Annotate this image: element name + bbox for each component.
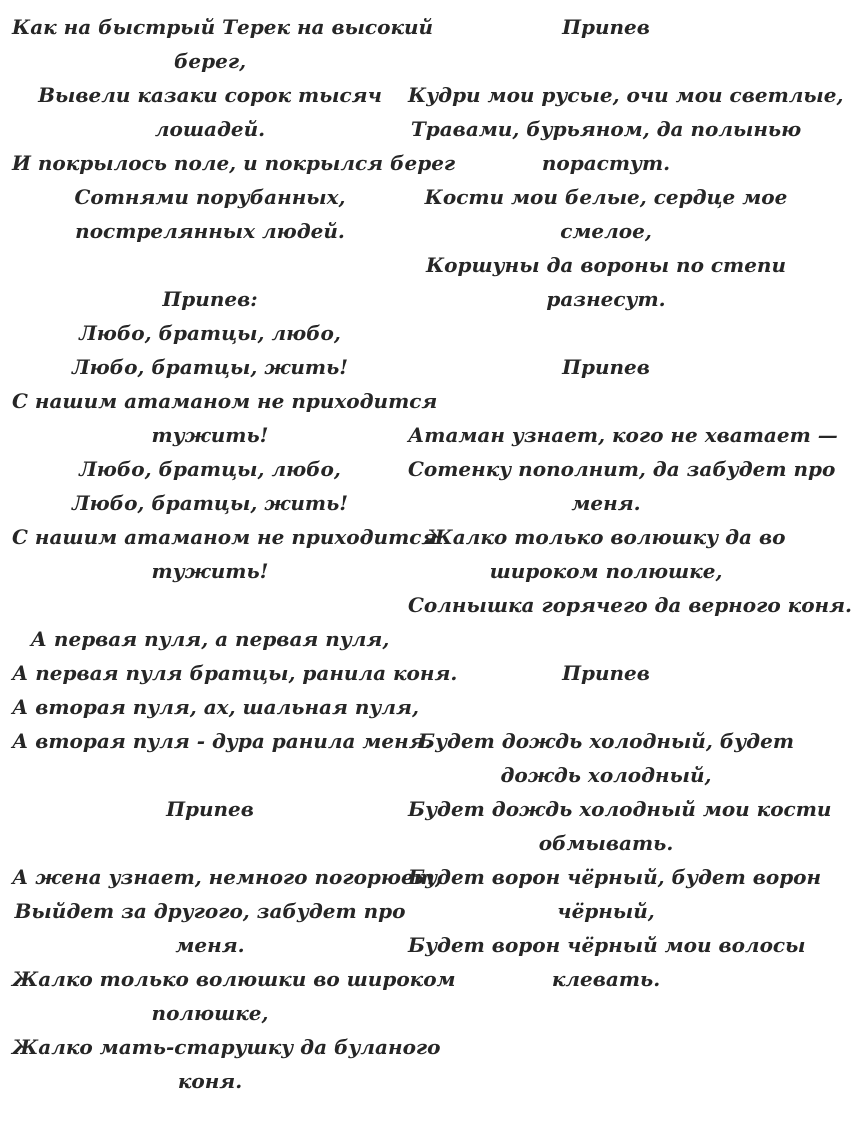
verse-line: Травами, бурьяном, да полынью (410, 117, 802, 141)
verse-line: Солнышка горячего да верного коня. (408, 593, 852, 617)
verse-line: дождь холодный, (500, 763, 712, 787)
refrain-heading: Припев (166, 797, 254, 821)
verse-line: разнесут. (546, 287, 666, 311)
verse-5 (408, 418, 852, 622)
verse-line: Сотнями порубанных, (74, 185, 346, 209)
stanza-gap (12, 826, 408, 860)
refrain-heading: Припев (562, 661, 650, 685)
verse-4 (408, 78, 844, 316)
verse-line: А вторая пуля, ах, шальная пуля, (12, 695, 419, 719)
verse-line: берег, (173, 49, 247, 73)
verse-line: Коршуны да вороны по степи (425, 253, 787, 277)
verse-line: меня. (571, 491, 641, 515)
chorus-line: тужить! (151, 423, 269, 447)
stanza-gap (408, 690, 804, 724)
verse-line: Жалко мать-старушку да буланого (12, 1035, 441, 1059)
verse-line: Выйдет за другого, забудет про (14, 899, 406, 923)
verse-line: меня. (175, 933, 245, 957)
stanza-gap (12, 758, 408, 792)
verse-line: обмывать. (538, 831, 674, 855)
stanza-gap (408, 44, 804, 78)
refrain-heading: Припев (562, 355, 650, 379)
stanza-gap (12, 588, 408, 622)
verse-1 (12, 10, 456, 248)
verse-line: Кости мои белые, сердце мое (424, 185, 788, 209)
verse-line: Сотенку пополнит, да забудет про (408, 457, 836, 481)
verse-line: чёрный, (557, 899, 655, 923)
verse-line: полюшке, (151, 1001, 269, 1025)
verse-line: широком полюшке, (489, 559, 723, 583)
verse-line: Кудри мои русые, очи мои светлые, (408, 83, 844, 107)
verse-line: Будет ворон чёрный, будет ворон (408, 865, 822, 889)
verse-3 (12, 860, 456, 1098)
refrain-heading: Припев (562, 15, 650, 39)
verse-line: Жалко только волюшку да во (426, 525, 786, 549)
chorus (12, 282, 438, 588)
verse-line: Атаман узнает, кого не хватает — (408, 423, 838, 447)
stanza-gap (12, 248, 408, 282)
verse-line: порастут. (541, 151, 671, 175)
chorus-line: С нашим атаманом не приходится (12, 389, 438, 413)
verse-line: А вторая пуля - дура ранила меня. (12, 729, 432, 753)
chorus-line: Любо, братцы, любо, (79, 457, 341, 481)
stanza-gap (408, 316, 804, 350)
verse-line: пострелянных людей. (75, 219, 345, 243)
verse-line: А первая пуля братцы, ранила коня. (12, 661, 458, 685)
verse-2 (12, 622, 458, 758)
verse-line: Жалко только волюшки во широком (12, 967, 456, 991)
verse-line: смелое, (560, 219, 652, 243)
chorus-line: Любо, братцы, жить! (71, 491, 349, 515)
chorus-line: Любо, братцы, жить! (71, 355, 349, 379)
stanza-gap (408, 384, 804, 418)
verse-line: коня. (177, 1069, 243, 1093)
left-column (12, 10, 458, 1098)
stanza-gap (408, 622, 804, 656)
verse-line: Будет дождь холодный, будет (418, 729, 794, 753)
chorus-line: тужить! (151, 559, 269, 583)
verse-line: Будет ворон чёрный мои волосы (408, 933, 806, 957)
verse-line: И покрылось поле, и покрылся берег (12, 151, 456, 175)
verse-line: Вывели казаки сорок тысяч (38, 83, 382, 107)
verse-line: клевать. (551, 967, 661, 991)
chorus-heading: Припев: (162, 287, 258, 311)
right-column (408, 10, 852, 996)
verse-line: Как на быстрый Терек на высокий (12, 15, 434, 39)
verse-line: А первая пуля, а первая пуля, (30, 627, 390, 651)
verse-line: Будет дождь холодный мои кости (408, 797, 832, 821)
chorus-line: Любо, братцы, любо, (79, 321, 341, 345)
verse-line: лошадей. (154, 117, 266, 141)
chorus-line: С нашим атаманом не приходится (12, 525, 438, 549)
verse-6 (408, 724, 832, 996)
verse-line: А жена узнает, немного погорюет, (12, 865, 442, 889)
